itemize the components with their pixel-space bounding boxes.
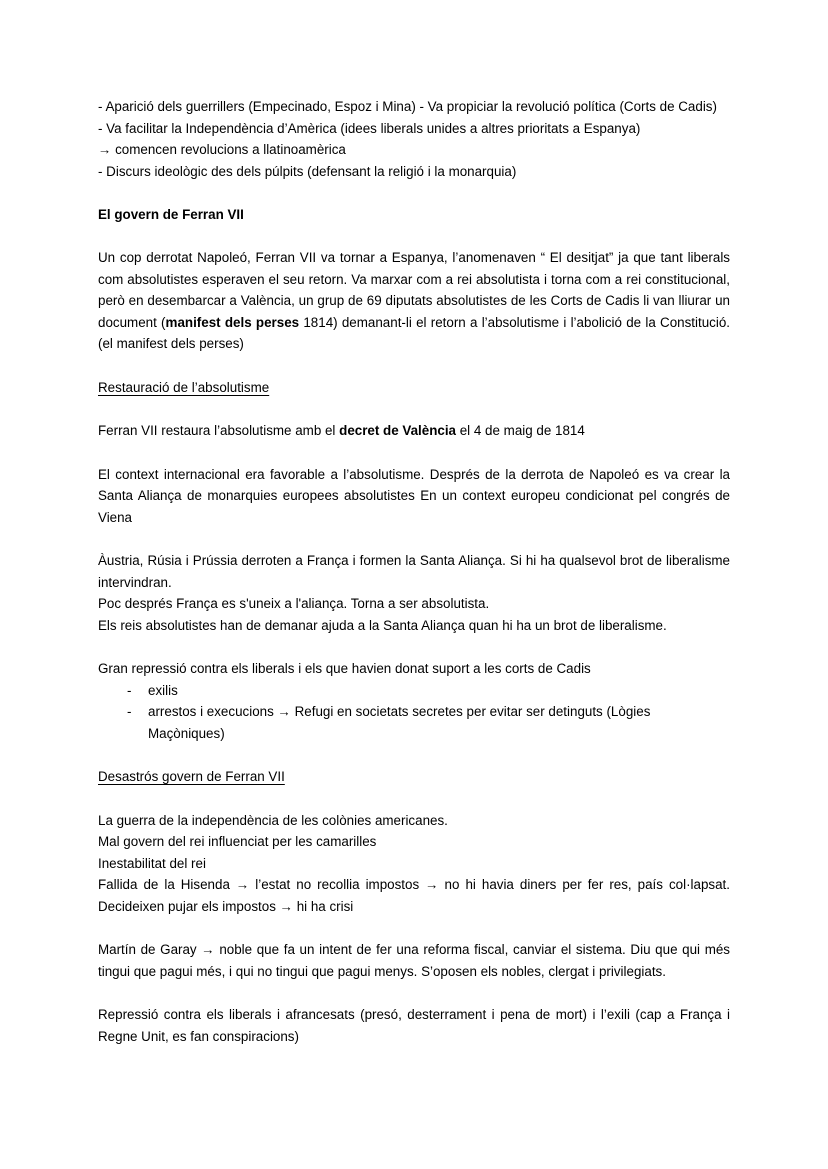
paragraph-repressio-liberals-afrancesats: Repressió contra els liberals i afrancesats (presó, desterrament i pena de mort) i l’exili (cap a França i Regne Unit, es fan conspiracions) — [98, 1007, 730, 1044]
block-santa-alianca — [98, 550, 730, 636]
text-run: Ferran VII restaura l’absolutisme amb el — [98, 423, 340, 438]
heading-restauracio-wrap — [98, 377, 730, 399]
list-item-label: arrestos i execucions → Refugi en societats secretes per evitar ser detinguts (Lògies Maçòniques) — [148, 704, 651, 741]
alianca-line-3: Els reis absolutistes han de demanar ajuda a la Santa Aliança quan hi ha un brot de liberalisme. — [98, 617, 667, 633]
heading-el-govern-de-ferran-vii: El govern de Ferran VII — [98, 206, 244, 222]
document-body — [98, 96, 730, 1047]
repressio-list — [98, 680, 730, 745]
spacer — [98, 442, 730, 464]
dash-marker-icon: - — [127, 704, 132, 719]
alianca-line-1: Àustria, Rúsia i Prússia derroten a França i formen la Santa Aliança. Si hi ha qualsevol brot de liberalisme intervindran. — [98, 553, 730, 590]
intro-line-3: → comencen revolucions a llatinoamèrica — [98, 142, 346, 157]
heading-restauracio-de-labsolutisme: Restauració de l’absolutisme — [98, 379, 270, 395]
spacer — [98, 355, 730, 377]
dash-marker-icon: - — [127, 682, 132, 698]
spacer — [98, 982, 730, 1004]
spacer — [98, 398, 730, 420]
intro-line-1: - Aparició dels guerrillers (Empecinado, Espoz i Mina) - Va propiciar la revolució política (Corts de Cadis) — [98, 99, 717, 114]
text-run: el 4 de maig de 1814 — [456, 423, 585, 438]
alianca-line-2: Poc després França es s'uneix a l'aliança. Torna a ser absolutista. — [98, 596, 490, 611]
desastros-line-2: Mal govern del rei influenciat per les camarilles — [98, 834, 377, 849]
heading-desastros-wrap — [98, 766, 730, 788]
list-item — [98, 701, 730, 744]
text-run: 1814) demanant-li el retorn a l’absolutisme i l’abolició de la Constitució. (el manifest dels perses) — [98, 314, 730, 351]
spacer — [98, 788, 730, 810]
desastros-line-1: La guerra de la independència de les colònies americanes. — [98, 812, 448, 828]
paragraph-context-internacional: El context internacional era favorable a l’absolutisme. Després de la derrota de Napoleó es va crear la Santa Aliança de monarquies europees absolutistes En un context europeu condicionat pel congrés de Viena — [98, 466, 730, 525]
intro-block — [98, 96, 730, 182]
bold-decret-de-valencia: decret de València — [339, 423, 457, 438]
spacer — [98, 636, 730, 658]
intro-line-2: - Va facilitar la Independència d’Amèrica (idees liberals unides a altres prioritats a Espanya) — [98, 120, 641, 136]
spacer — [98, 744, 730, 766]
paragraph-fallida-hisenda: Fallida de la Hisenda → l’estat no recollia impostos → no hi havia diners per fer res, país col·lapsat. Decideixen pujar els impostos → hi ha crisi — [98, 877, 730, 914]
paragraph-decret-de-valencia — [98, 420, 730, 442]
paragraph-ferran-vii-retorn — [98, 247, 730, 355]
spacer — [98, 225, 730, 247]
desastros-line-3: Inestabilitat del rei — [98, 855, 206, 871]
spacer — [98, 917, 730, 939]
intro-line-4: - Discurs ideològic des dels púlpits (defensant la religió i la monarquia) — [98, 163, 517, 179]
block-desastros-lines — [98, 810, 730, 918]
paragraph-martin-de-garay: Martín de Garay → noble que fa un intent de fer una reforma fiscal, canviar el sistema. Diu que qui més tingui que pagui més, i qui no tingui que pagui menys. S’oposen els nobles, clergat i privilegiats. — [98, 942, 730, 979]
text-run: Un cop derrotat Napoleó, Ferran VII va tornar a Espanya, l’anomenaven “ El desitjat” ja que tant liberals com absolutistes esperaven el seu retorn. Va marxar com a rei absolutista i torna com a rei constitucional, però en desembarcar a València, un grup de 69 diputats absolutistes de les Corts de Cadis li van lliurar un document ( — [98, 250, 730, 330]
spacer — [98, 182, 730, 204]
bold-manifest-dels-perses: manifest dels perses — [165, 314, 300, 330]
list-item-label: exilis — [148, 682, 178, 698]
list-item — [98, 680, 730, 702]
paragraph-gran-repressio: Gran repressió contra els liberals i els que havien donat suport a les corts de Cadis — [98, 661, 591, 676]
spacer — [98, 528, 730, 550]
heading-desastros-govern-de-ferran-vii: Desastrós govern de Ferran VII — [98, 769, 285, 784]
